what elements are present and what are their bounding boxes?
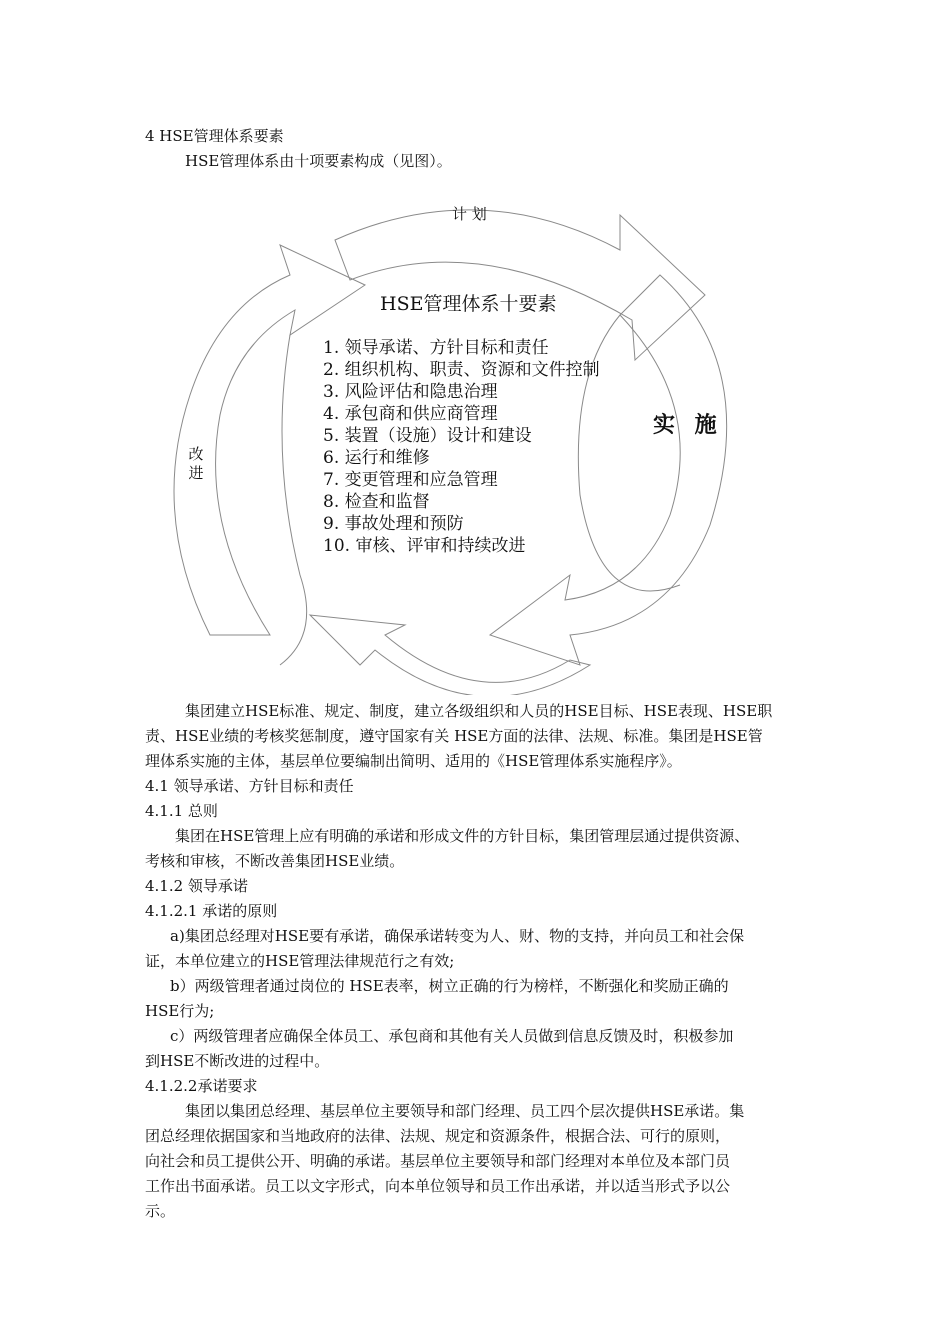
p1-line-2: 责、HSE业绩的考核奖惩制度，遵守国家有关 HSE方面的法律、法规、标准。集团是HSE管 <box>145 727 763 745</box>
item-b-line-1: b）两级管理者通过岗位的 HSE表率，树立正确的行为榜样，不断强化和奖励正确的 <box>170 977 729 995</box>
heading-4-1-2: 4.1.2 领导承诺 <box>145 877 248 895</box>
element-item-7: 7. 变更管理和应急管理 <box>323 470 498 490</box>
p2-line-1: 集团在HSE管理上应有明确的承诺和形成文件的方针目标，集团管理层通过提供资源、 <box>175 827 750 845</box>
hse-cycle-diagram <box>150 195 740 695</box>
heading-4-1-2-1: 4.1.2.1 承诺的原则 <box>145 902 278 920</box>
improve-label-1: 改 <box>188 445 204 463</box>
element-item-10: 10. 审核、评审和持续改进 <box>323 536 526 556</box>
heading-4-1-2-2: 4.1.2.2承诺要求 <box>145 1077 258 1095</box>
implement-label: 实 施 <box>653 412 723 438</box>
element-item-6: 6. 运行和维修 <box>323 448 430 468</box>
element-item-4: 4. 承包商和供应商管理 <box>323 404 498 424</box>
p1-line-3: 理体系实施的主体，基层单位要编制出简明、适用的《HSE管理体系实施程序》。 <box>145 752 682 770</box>
p3-line-1: 集团以集团总经理、基层单位主要领导和部门经理、员工四个层次提供HSE承诺。集 <box>185 1102 745 1120</box>
heading-4-1: 4.1 领导承诺、方针目标和责任 <box>145 777 354 795</box>
heading-4-1-1: 4.1.1 总则 <box>145 802 218 820</box>
bottom-arrow <box>310 615 590 695</box>
p3-line-5: 示。 <box>145 1202 176 1220</box>
p3-line-3: 向社会和员工提供公开、明确的承诺。基层单位主要领导和部门经理对本单位及本部门员 <box>145 1152 731 1170</box>
element-item-2: 2. 组织机构、职责、资源和文件控制 <box>323 360 600 380</box>
item-c-line-2: 到HSE不断改进的过程中。 <box>145 1052 330 1070</box>
improve-label-2: 进 <box>188 464 204 482</box>
element-item-9: 9. 事故处理和预防 <box>323 514 464 534</box>
plan-label: 计 划 <box>452 205 487 223</box>
element-item-3: 3. 风险评估和隐患治理 <box>323 382 498 402</box>
item-c-line-1: c）两级管理者应确保全体员工、承包商和其他有关人员做到信息反馈及时，积极参加 <box>170 1027 734 1045</box>
element-item-1: 1. 领导承诺、方针目标和责任 <box>323 338 549 358</box>
section-heading: 4 HSE管理体系要素 <box>145 127 284 145</box>
item-a-line-2: 证，本单位建立的HSE管理法律规范行之有效; <box>145 952 455 970</box>
section-intro: HSE管理体系由十项要素构成（见图）。 <box>185 152 452 170</box>
element-item-5: 5. 装置（设施）设计和建设 <box>323 426 532 446</box>
p2-line-2: 考核和审核，不断改善集团HSE业绩。 <box>145 852 405 870</box>
p3-line-2: 团总经理依据国家和当地政府的法律、法规、规定和资源条件，根据合法、可行的原则， <box>145 1127 731 1145</box>
item-a-line-1: a)集团总经理对HSE要有承诺，确保承诺转变为人、财、物的支持，并向员工和社会保 <box>170 927 745 945</box>
element-item-8: 8. 检查和监督 <box>323 492 430 512</box>
item-b-line-2: HSE行为; <box>145 1002 215 1020</box>
p1-line-1: 集团建立HSE标准、规定、制度，建立各级组织和人员的HSE目标、HSE表现、HSE职 <box>185 702 773 720</box>
diagram-title: HSE管理体系十要素 <box>380 293 557 315</box>
p3-line-4: 工作出书面承诺。员工以文字形式，向本单位领导和员工作出承诺，并以适当形式予以公 <box>145 1177 731 1195</box>
implement-arrow <box>490 275 727 665</box>
